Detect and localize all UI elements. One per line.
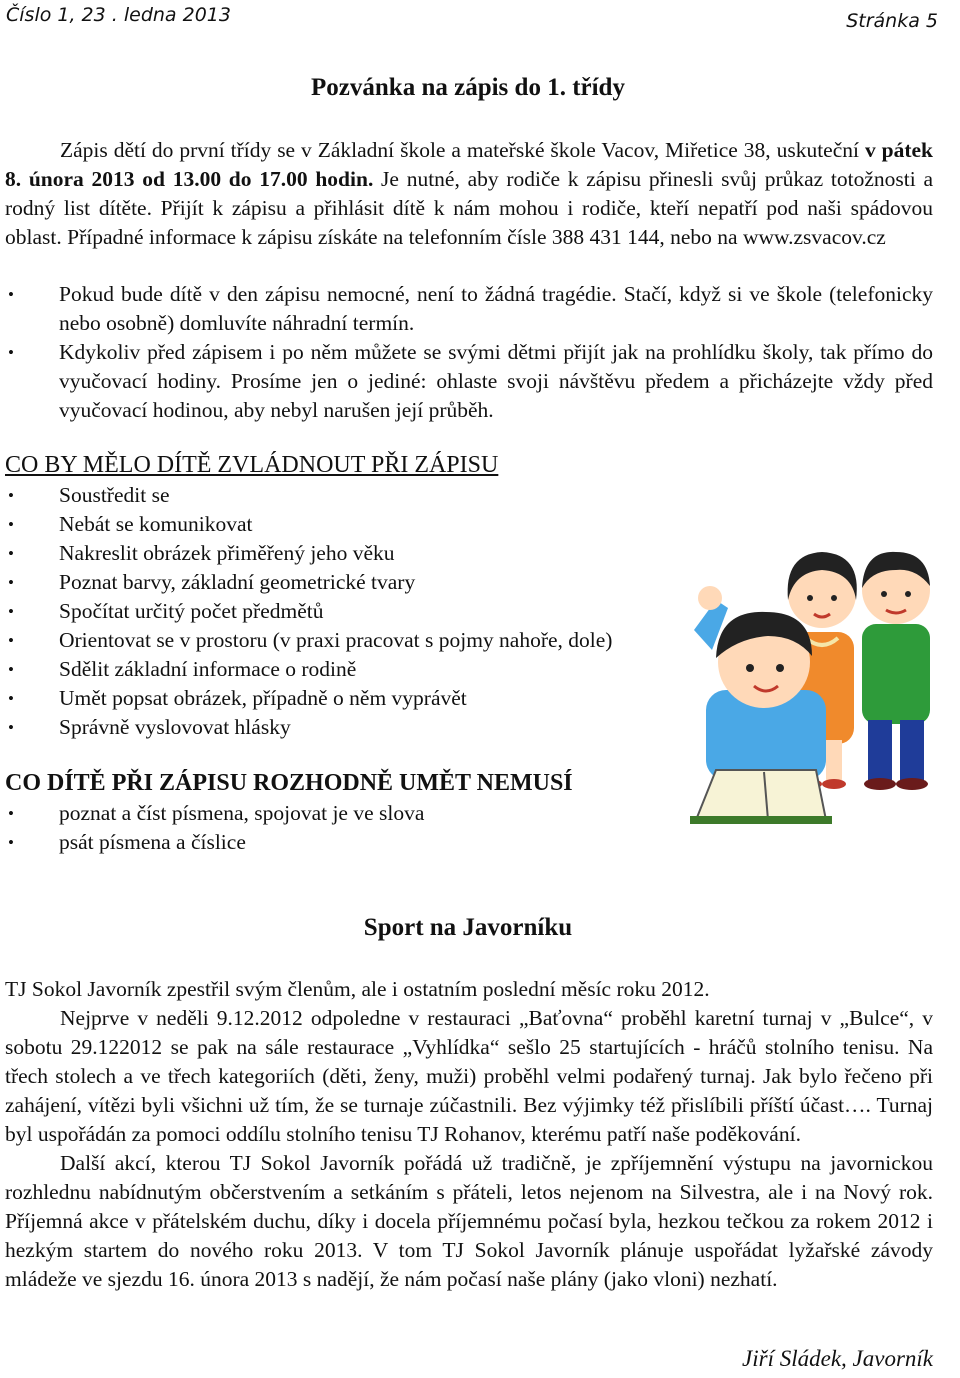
list-item: • psát písmena a číslice bbox=[5, 828, 655, 857]
sport-paragraph-2: Nejprve v neděli 9.12.2012 odpoledne v restauraci „Baťovna“ proběhl karetní turnaj v „Bulce“, v sobotu 29.122012 se pak na sále restaurace „Vyhlídka“ sešlo 25 startujících - hráčů stolního tenisu. Na třech stolech a ve třech kategoriích (děti, ženy, muži) proběhl velmi podařený turnaj. Jak bylo řečeno při zahájení, vítězi byli všichni už tím, že se turnaje zúčastnili. Bez výjimky též přislíbili příští účast…. Turnaj byl uspořádán za pomoci oddílu stolního tenisu TJ Rohanov, kterému patří naše poděkování. bbox=[5, 1006, 933, 1146]
sport-paragraph-1: TJ Sokol Javorník zpestřil svým členům, ale i ostatním poslední měsíc roku 2012. bbox=[5, 977, 710, 1001]
issue-number: Číslo 1, 23 . ledna 2013 bbox=[6, 4, 231, 26]
list-item: • poznat a číst písmena, spojovat je ve slova bbox=[5, 799, 655, 828]
list-item: • Sdělit základní informace o rodině bbox=[5, 655, 655, 684]
list-item: • Poznat barvy, základní geometrické tvary bbox=[5, 568, 655, 597]
enrollment-text-b: Je nutné, aby rodiče k zápisu přinesli svůj průkaz totožnosti a rodný list dítěte. Přijít k zápisu a přihlásit dítě k nám mohou i rodiče, kteří nepatří pod naši spádovou oblast. Případné informace k zápisu získáte na telefonním čísle 388 431 144, nebo na www.zsvacov.cz bbox=[5, 167, 933, 249]
section-title-sport: Sport na Javorníku bbox=[363, 914, 573, 941]
family-illustration bbox=[676, 540, 956, 830]
list-item: • Nakreslit obrázek přiměřený jeho věku bbox=[5, 539, 655, 568]
list-item: • Kdykoliv před zápisem i po něm můžete se svými dětmi přijít jak na prohlídku školy, tak přímo do vyučovací hodiny. Prosíme jen o jediné: ohlaste svoji návštěvu předem a přicházejte vždy před vyučovací hodinou, aby nebyl narušen její průběh. bbox=[5, 338, 933, 425]
not-required-heading: CO DÍTĚ PŘI ZÁPISU ROZHODNĚ UMĚT NEMUSÍ bbox=[5, 770, 573, 796]
skills-heading: CO BY MĚLO DÍTĚ ZVLÁDNOUT PŘI ZÁPISU bbox=[5, 452, 499, 478]
book-icon bbox=[690, 770, 832, 824]
enrollment-date: v pátek 8. února 2013 od 13.00 do 17.00 hodin. bbox=[5, 138, 933, 191]
enrollment-text-a: Zápis dětí do první třídy se v Základní škole a mateřské škole Vacov, Miřetice 38, uskuteční bbox=[60, 138, 865, 162]
section-title-enrollment: Pozvánka na zápis do 1. třídy bbox=[311, 74, 625, 101]
list-item: • Soustředit se bbox=[5, 481, 655, 510]
sport-paragraph-3: Další akcí, kterou TJ Sokol Javorník pořádá už tradičně, je zpříjemnění výstupu na javornickou rozhlednu nabídnutým občerstvením a setkáním s přáteli, letos nejenom na Silvestra, ale i na Nový rok. Příjemná akce v přátelském duchu, díky i docela příjemnému počasí byla, hezkou tečkou za rokem 2012 i hezkým startem do nového roku 2013. V tom TJ Sokol Javorník plánuje uspořádat lyžařské závody mládeže ve sjezdu 16. února 2013 s nadějí, že nám počasí naše plány (jako vloni) nezhatí. bbox=[5, 1151, 933, 1291]
page-number: Stránka 5 bbox=[846, 10, 938, 32]
sport-article bbox=[5, 975, 933, 1294]
enrollment-paragraph bbox=[5, 136, 933, 252]
list-item: • Pokud bude dítě v den zápisu nemocné, není to žádná tragédie. Stačí, když si ve škole (telefonicky nebo osobně) domluvíte náhradní termín. bbox=[5, 280, 933, 338]
list-item: • Umět popsat obrázek, případně o něm vyprávět bbox=[5, 684, 655, 713]
not-required-list bbox=[5, 799, 655, 857]
father-figure bbox=[862, 552, 930, 790]
enrollment-notes-list bbox=[5, 280, 933, 425]
skills-list bbox=[5, 481, 655, 742]
author-signature: Jiří Sládek, Javorník bbox=[742, 1346, 933, 1371]
list-item: • Spočítat určitý počet předmětů bbox=[5, 597, 655, 626]
list-item: • Správně vyslovovat hlásky bbox=[5, 713, 655, 742]
list-item: • Orientovat se v prostoru (v praxi pracovat s pojmy nahoře, dole) bbox=[5, 626, 655, 655]
list-item: • Nebát se komunikovat bbox=[5, 510, 655, 539]
